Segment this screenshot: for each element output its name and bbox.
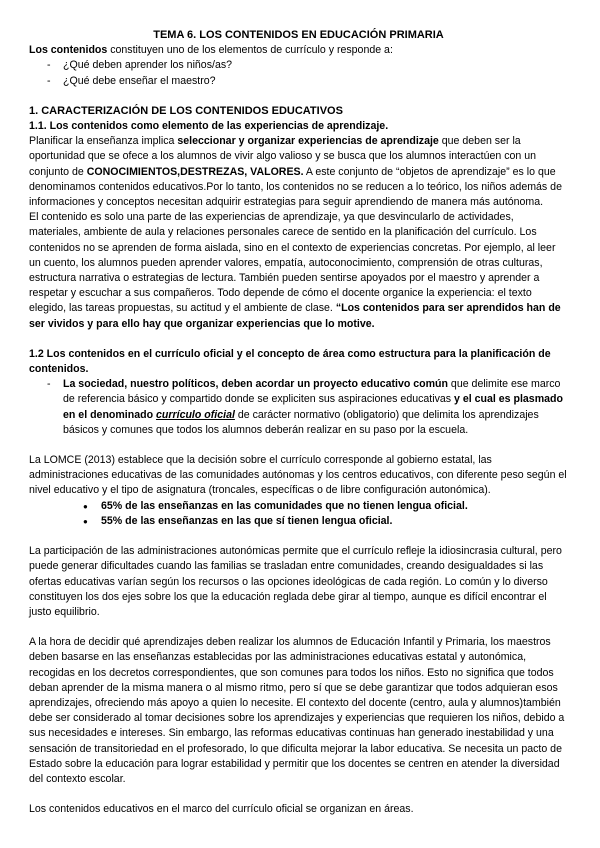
text-run: Planificar la enseñanza implica: [29, 135, 178, 148]
dash-item-sociedad: [29, 377, 568, 438]
bullet-item: ● 55% de las enseñanzas en las que sí tienen lengua oficial.: [83, 514, 568, 529]
paragraph-lomce: La LOMCE (2013) establece que la decisión sobre el currículo corresponde al gobierno estatal, las administraciones educativas de las comunidades autónomas y los centros educativos, con diferente peso según el nivel educativo y el tipo de asignatura (troncales, específicas o de libre configuración autonómica).: [29, 454, 567, 497]
text-run: de carácter normativo (obligatorio) que delimita los aprendizajes básicos y comunes que todos los alumnos deberán realizar en su paso por la escuela.: [63, 408, 539, 436]
bold-run: “Los contenidos para ser aprendidos han de ser vividos y para ello hay que organizar experiencias que lo motive.: [29, 302, 561, 330]
questions-list: [29, 58, 568, 88]
paragraph-contenido: [29, 210, 568, 332]
subsection-1-2-heading: 1.2 Los contenidos en el currículo oficial y el concepto de área como estructura para la planificación de contenidos.: [29, 347, 551, 376]
intro-paragraph: [29, 43, 568, 58]
paragraph-decidir: A la hora de decidir qué aprendizajes deben realizar los alumnos de Educación Infantil y Primaria, los maestros deben basarse en las enseñanzas establecidas por las administraciones educativas estatal y autonómica, recogidas en los decretos correspondientes, que son comunes para todos los niños. Esto no significa que todos deban aprender de la misma manera o al mismo ritmo, pero sí que se debe garantizar que todos adquieran esos aprendizajes, ofreciendo más apoyo a quien lo necesite. El contexto del docente (centro, aula y alumnos)también debe ser considerado al tomar decisiones sobre los aprendizajes y experiencias que requieren los niños, debido a sus necesidades e intereses. Sin embargo, las reformas educativas continuas han generado inestabilidad y una sensación de transitoriedad en el profesorado, lo que dificulta mejorar la labor educativa. Se necesita un pacto de Estado sobre la educación para lograr estabilidad y permitir que los docentes se centren en atender la diversidad del contexto escolar.: [29, 636, 565, 785]
text-run: A este conjunto de “objetos de aprendizaje” es lo que denominamos contenidos educativos.Por lo tanto, los contenidos no se reducen a lo teórico, los niños además de informaciones y conceptos necesitan adquirir estrategias para seguir aprendiendo de manera más autónoma.: [29, 165, 562, 209]
question-item: - ¿Qué debe enseñar el maestro?: [47, 74, 568, 89]
dash-marker: -: [47, 378, 51, 391]
paragraph-planificar: [29, 134, 568, 210]
intro-bold: Los contenidos: [29, 44, 108, 57]
underlined-term: currículo oficial: [156, 408, 235, 421]
percent-bullets: [29, 499, 568, 529]
paragraph-participacion: La participación de las administraciones autonómicas permite que el currículo refleje la idiosincrasia cultural, pero puede generar dificultades cuando las familias se trasladan entre comunidades, creando desigualdades si las ofertas educativas varían según los recursos o las opciones ideológicas de cada región. Lo común y lo diverso constituyen los dos ejes sobre los que la educación reglada debe girar al tiempo, aunque es difícil encontrar el justo equilibrio.: [29, 545, 562, 618]
bold-run: La sociedad, nuestro políticos, deben acordar un proyecto educativo común: [63, 378, 448, 391]
paragraph-areas: Los contenidos educativos en el marco del currículo oficial se organizan en áreas.: [29, 803, 414, 816]
intro-text: constituyen uno de los elementos de currículo y responde a:: [107, 44, 393, 57]
section-1-heading: 1. CARACTERIZACIÓN DE LOS CONTENIDOS EDUCATIVOS: [29, 104, 343, 117]
bold-run: CONOCIMIENTOS,DESTREZAS, VALORES.: [86, 165, 304, 178]
question-item: - ¿Qué deben aprender los niños/as?: [47, 58, 568, 73]
bold-run: seleccionar y organizar experiencias de aprendizaje: [177, 135, 439, 148]
text-run: El contenido es solo una parte de las experiencias de aprendizaje, ya que desvincularlo de actividades, materiales, ambiente de aula y relaciones personales carece de sentido en la planificación del currículo. Los contenidos no se aprenden de forma aislada, sino en el contexto de experiencias concretas. Por ejemplo, al leer un cuento, los alumnos pueden aprender valores, empatía, autoconocimiento, comprensión de otras culturas, estructura narrativa o estrategias de lectura. También pueden sentirse apoyados por el maestro y aprender a respetar y escuchar a sus compañeros. Todo depende de cómo el docente organice la experiencia: el texto elegido, las tareas propuestas, su actitud y el ambiente de clase.: [29, 211, 556, 315]
text-run: que delimite ese marco de referencia básico y compartido donde se expliciten sus aspiraciones educativas: [63, 378, 561, 406]
subsection-1-1-heading: 1.1. Los contenidos como elemento de las experiencias de aprendizaje.: [29, 120, 389, 133]
document-title: TEMA 6. LOS CONTENIDOS EN EDUCACIÓN PRIMARIA: [153, 29, 444, 41]
text-run: que deben ser la oportunidad que se ofece a los alumnos de vivir algo valioso y se busca que los alumnos interactúen con un conjunto de: [29, 135, 537, 178]
bold-run: y el cual es plasmado en el denominado: [63, 393, 563, 421]
bullet-item: ● 65% de las enseñanzas en las comunidades que no tienen lengua oficial.: [83, 499, 568, 514]
